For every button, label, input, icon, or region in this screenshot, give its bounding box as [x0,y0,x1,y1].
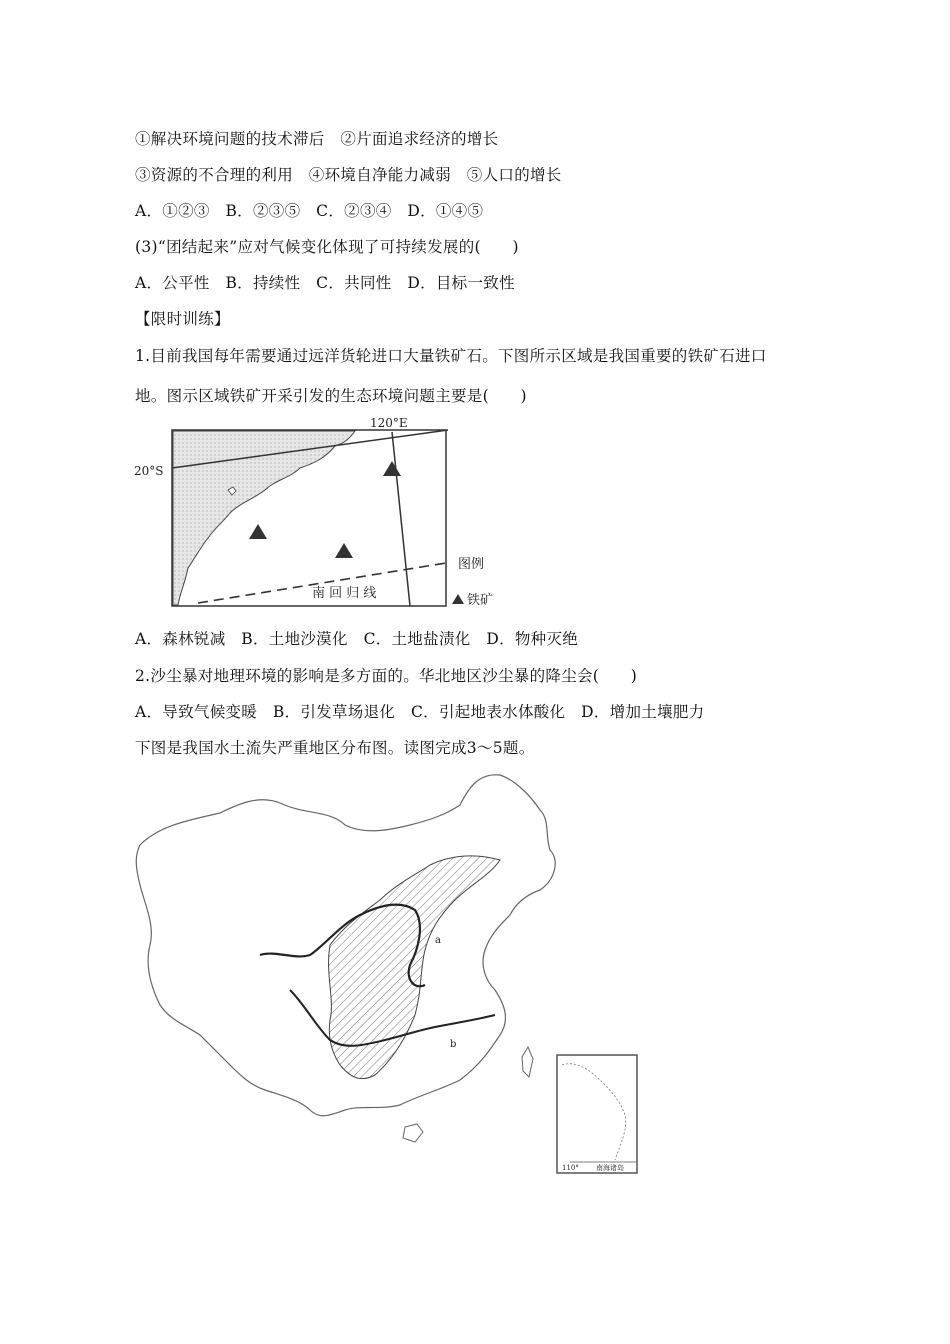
section-heading: 【限时训练】 [135,310,230,328]
hainan-island [403,1124,423,1142]
text-line-answers-q-prev: A．①②③ B．②③⑤ C．②③④ D．①④⑤ [135,202,484,220]
text-line-question-3-5-intro: 下图是我国水土流失严重地区分布图。读图完成3～5题。 [135,739,535,757]
lat-label: 20°S [134,464,164,478]
text-line-answers-q2: A．导致气候变暖 B．引发草场退化 C．引起地表水体酸化 D．增加土壤肥力 [135,703,705,721]
legend-item-label: 铁矿 [467,593,494,608]
text-line-options-2: ③资源的不合理的利用 ④环境自净能力减弱 ⑤人口的增长 [135,166,562,184]
taiwan-island [522,1047,533,1077]
text-line-question-2: 2.沙尘暴对地理环境的影响是多方面的。华北地区沙尘暴的降尘会( ) [135,667,638,685]
text-line-answers-q3: A．公平性 B．持续性 C．共同性 D．目标一致性 [135,274,515,292]
text-line-question-1a: 1.目前我国每年需要通过远洋货轮进口大量铁矿石。下图所示区域是我国重要的铁矿石进口 [135,347,767,365]
region-b-label: b [450,1039,457,1050]
region-a-label: a [435,935,441,946]
lon-label: 120°E [370,418,408,430]
tropic-label: 南 回 归 线 [312,586,377,601]
text-line-question-1b: 地。图示区域铁矿开采引发的生态环境问题主要是( ) [135,387,527,405]
inset-lon-label: 110° [562,1164,579,1172]
iron-ore-map-figure [130,418,510,613]
legend-title: 图例 [458,557,485,572]
text-line-answers-q1: A．森林锐减 B．土地沙漠化 C．土地盐渍化 D．物种灭绝 [135,630,579,648]
text-line-options-1: ①解决环境问题的技术滞后 ②片面追求经济的增长 [135,130,499,148]
legend-triangle-icon [452,594,464,604]
inset-label: 南海诸岛 [596,1164,624,1172]
text-line-question-3: (3)“团结起来”应对气候变化体现了可持续发展的( ) [135,238,519,256]
soil-erosion-map-figure [130,765,642,1177]
